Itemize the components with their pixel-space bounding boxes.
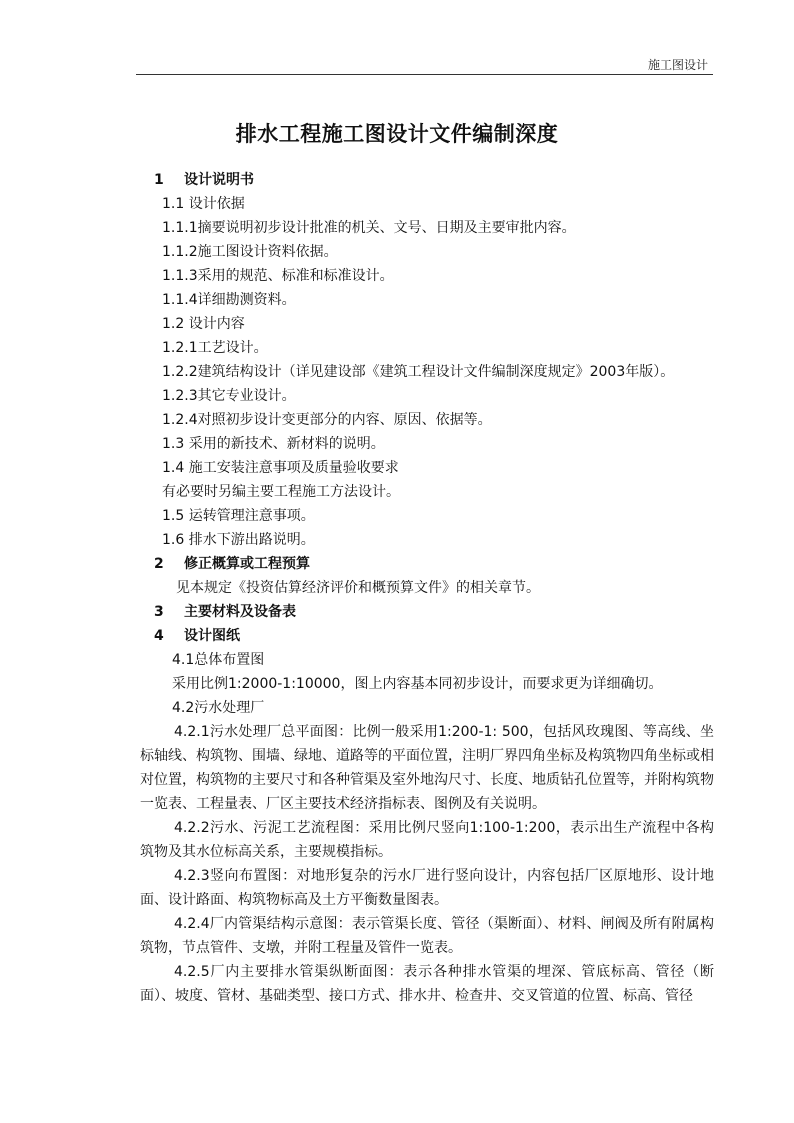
section-number: 2 — [154, 556, 164, 572]
section-4-2: 4.2污水处理厂 — [172, 700, 265, 716]
section-1-1: 1.1 设计依据 — [162, 196, 245, 212]
document-body — [140, 168, 714, 1008]
section-1-2: 1.2 设计内容 — [162, 316, 245, 332]
section-1-3: 1.3 采用的新技术、新材料的说明。 — [162, 436, 385, 452]
section-label: 主要材料及设备表 — [184, 604, 296, 620]
section-1-4-note: 有必要时另编主要工程施工方法设计。 — [162, 484, 400, 500]
section-1-1-2: 1.1.2施工图设计资料依据。 — [162, 244, 338, 260]
section-1-heading — [140, 168, 714, 192]
section-1-2-4: 1.2.4对照初步设计变更部分的内容、原因、依据等。 — [162, 412, 492, 428]
running-header: 施工图设计 — [647, 58, 708, 72]
section-1-4: 1.4 施工安装注意事项及质量验收要求 — [162, 460, 399, 476]
section-number: 1 — [154, 172, 164, 188]
section-2-heading — [140, 552, 714, 576]
section-4-2-5: 4.2.5厂内主要排水管渠纵断面图：表示各种排水管渠的埋深、管底标高、管径（断面）、坡度、管材、基础类型、接口方式、排水井、检查井、交叉管道的位置、标高、管径 — [140, 964, 714, 1004]
section-number: 4 — [154, 628, 164, 644]
section-1-5: 1.5 运转管理注意事项。 — [162, 508, 315, 524]
page-title: 排水工程施工图设计文件编制深度 — [235, 122, 559, 146]
section-1-1-3: 1.1.3采用的规范、标准和标准设计。 — [162, 268, 394, 284]
section-4-1-text: 采用比例1:2000-1:10000，图上内容基本同初步设计，而要求更为详细确切。 — [172, 676, 663, 692]
section-4-2-1: 4.2.1污水处理厂总平面图：比例一般采用1:200-1: 500，包括风玫瑰图、等高线、坐标轴线、构筑物、围墙、绿地、道路等的平面位置，注明厂界四角坐标及构筑物四角坐标或相对位置，构筑物的主要尺寸和各种管渠及室外地沟尺寸、长度、地质钻孔位置等，并附构筑物一览表、工程量表、厂区主要技术经济指标表、图例及有关说明。 — [140, 724, 714, 812]
section-3-heading — [140, 600, 714, 624]
section-4-1: 4.1总体布置图 — [172, 652, 265, 668]
section-label: 修正概算或工程预算 — [184, 556, 310, 572]
section-1-6: 1.6 排水下游出路说明。 — [162, 532, 315, 548]
section-label: 设计图纸 — [184, 628, 240, 644]
section-1-2-3: 1.2.3其它专业设计。 — [162, 388, 296, 404]
section-4-heading — [140, 624, 714, 648]
section-4-2-3: 4.2.3竖向布置图：对地形复杂的污水厂进行竖向设计，内容包括厂区原地形、设计地面、设计路面、构筑物标高及土方平衡数量图表。 — [140, 868, 714, 908]
section-1-2-2: 1.2.2建筑结构设计（详见建设部《建筑工程设计文件编制深度规定》2003年版）。 — [162, 364, 675, 380]
section-4-2-2: 4.2.2污水、污泥工艺流程图：采用比例尺竖向1:100-1:200，表示出生产流程中各构筑物及其水位标高关系，主要规模指标。 — [140, 820, 714, 860]
section-4-2-4: 4.2.4厂内管渠结构示意图：表示管渠长度、管径（渠断面）、材料、闸阀及所有附属构筑物，节点管件、支墩，并附工程量及管件一览表。 — [140, 916, 714, 956]
section-1-1-4: 1.1.4详细勘测资料。 — [162, 292, 296, 308]
section-2-text: 见本规定《投资估算经济评价和概预算文件》的相关章节。 — [176, 580, 540, 596]
section-1-2-1: 1.2.1工艺设计。 — [162, 340, 268, 356]
section-1-1-1: 1.1.1摘要说明初步设计批准的机关、文号、日期及主要审批内容。 — [162, 220, 576, 236]
header-rule — [136, 74, 713, 75]
section-label: 设计说明书 — [184, 172, 254, 188]
section-number: 3 — [154, 604, 164, 620]
